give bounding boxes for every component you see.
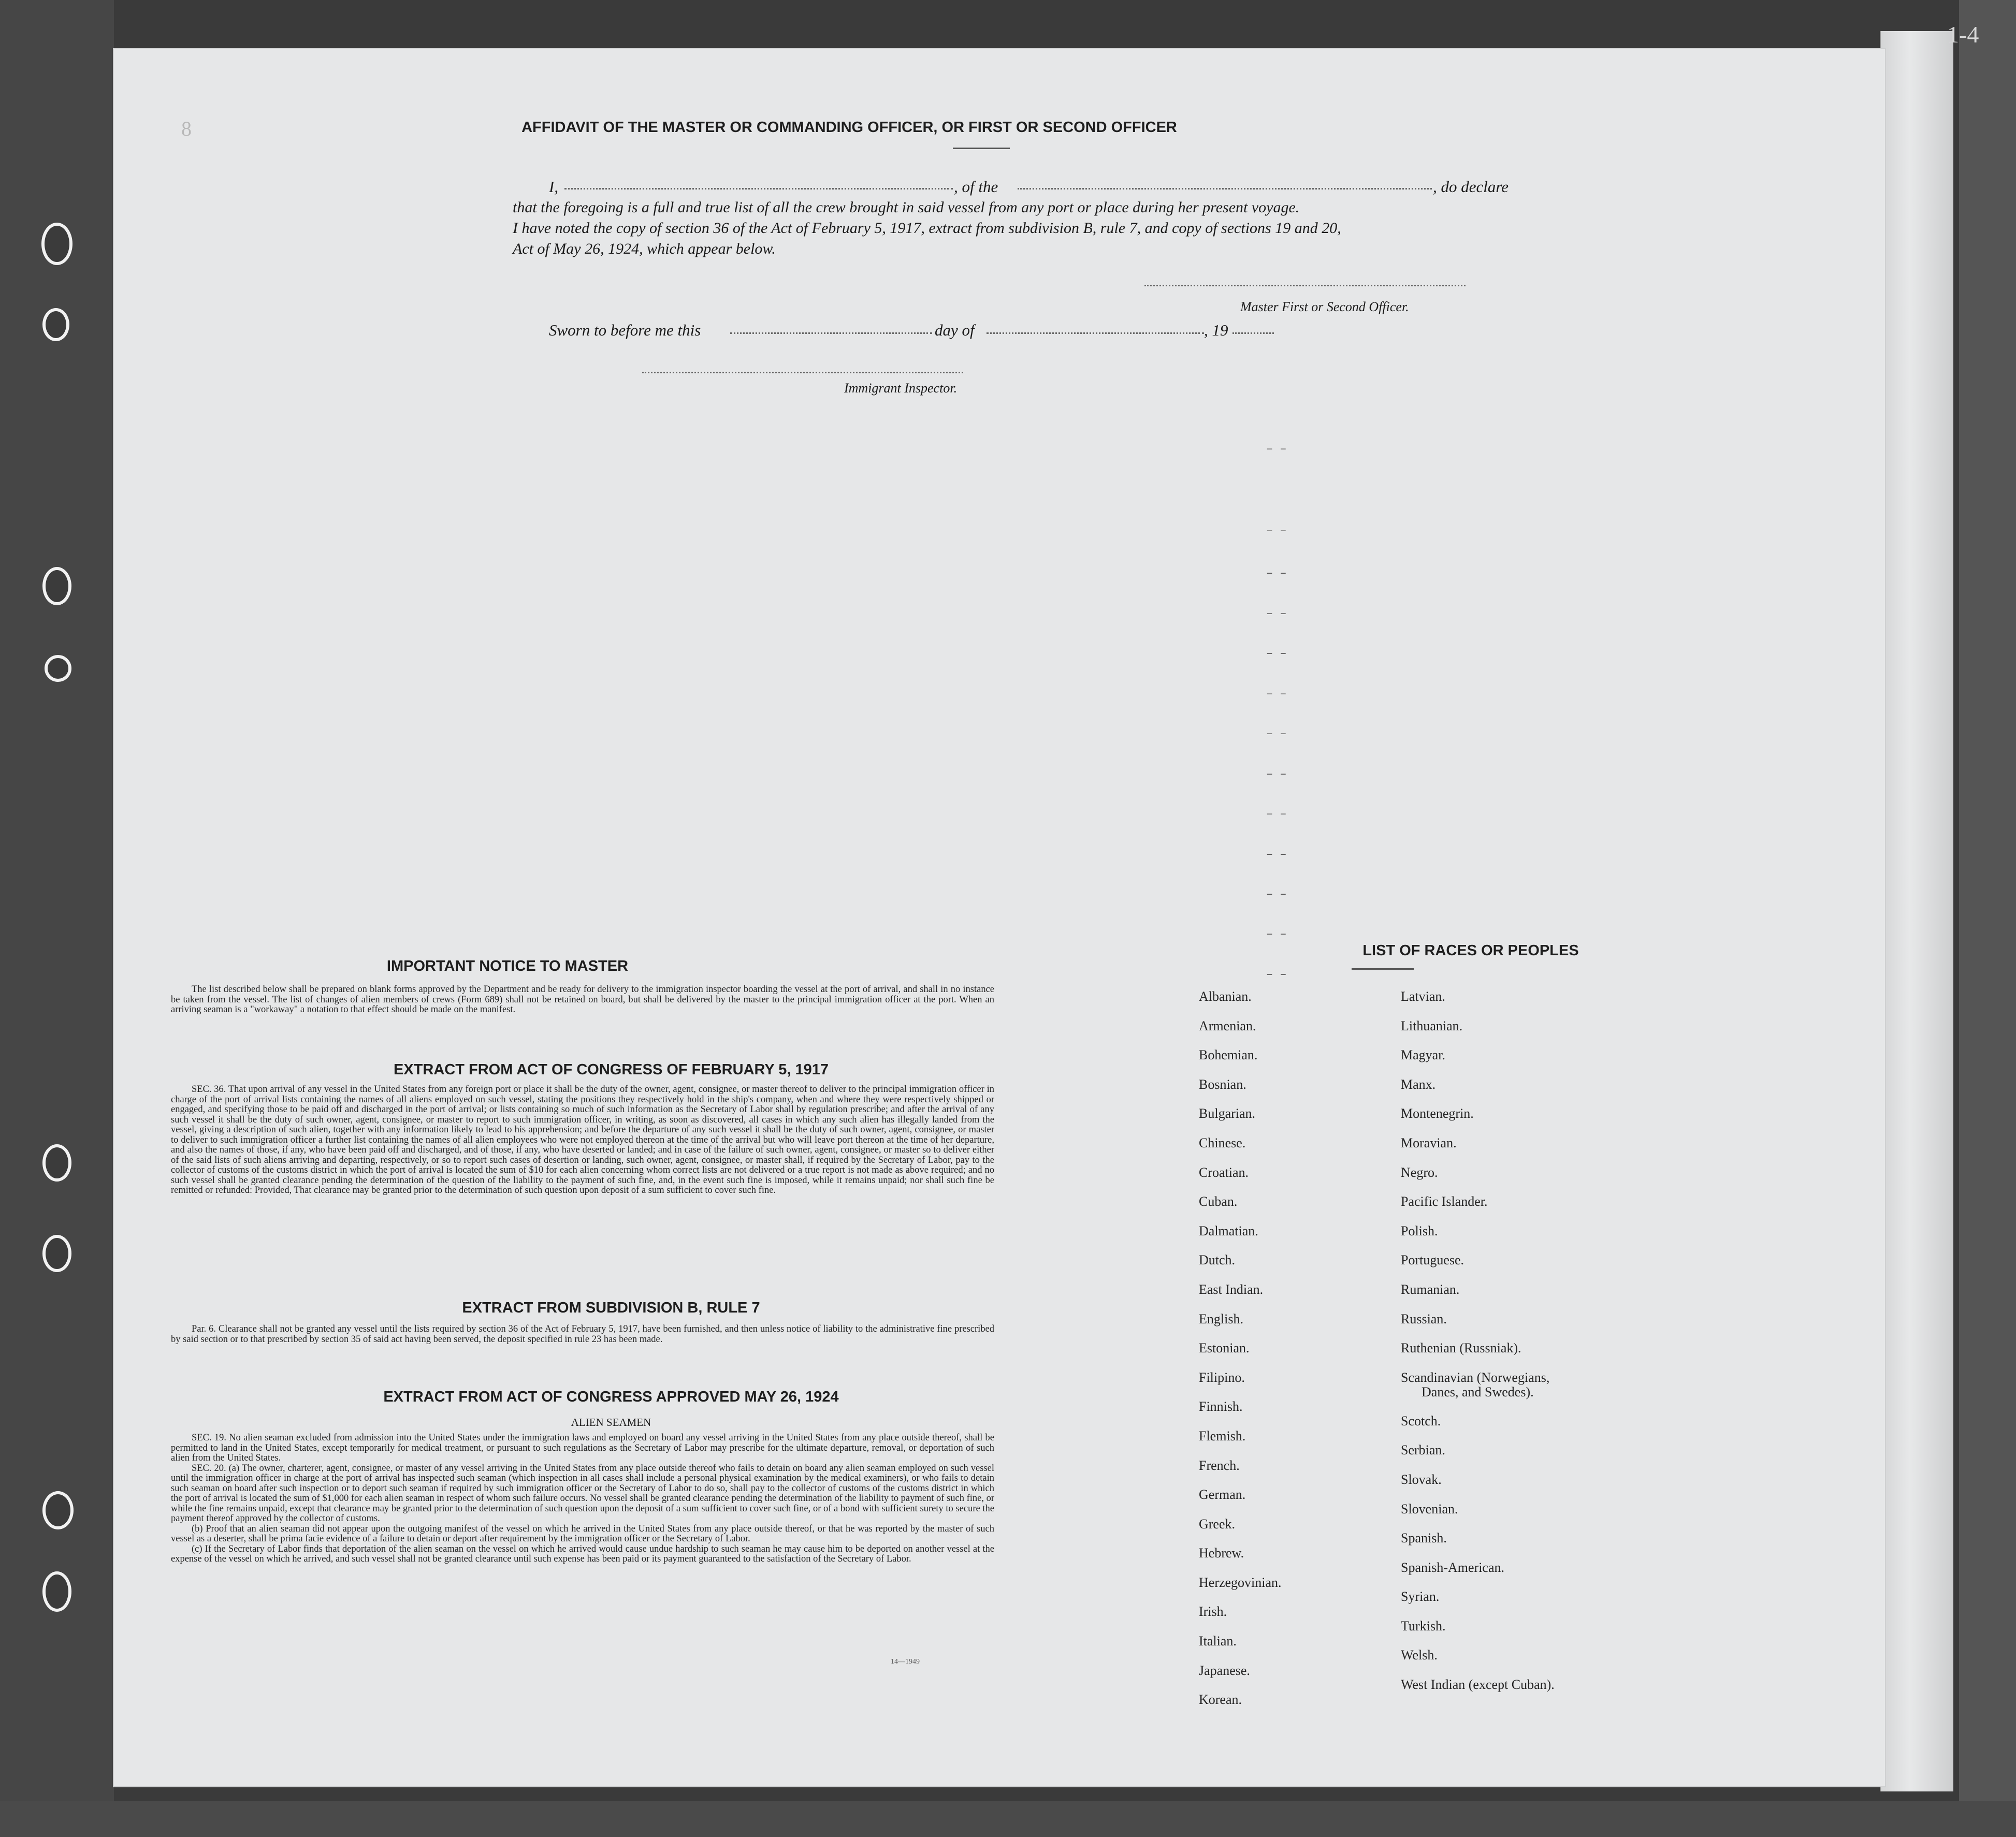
race-item: Greek.	[1199, 1516, 1236, 1532]
title-underline	[953, 148, 1010, 149]
master-signature-label: Master First or Second Officer.	[1240, 299, 1409, 314]
extract-1917-text	[171, 1085, 994, 1196]
race-item: Serbian.	[1401, 1442, 1445, 1458]
race-item: French.	[1199, 1457, 1240, 1473]
rule-7-title: EXTRACT FROM SUBDIVISION B, RULE 7	[462, 1300, 760, 1316]
sworn-day-field[interactable]	[730, 332, 932, 334]
affidavit-line-2: that the foregoing is a full and true list of all the crew brought in said vessel from any port or place during her present voyage.	[513, 199, 1300, 216]
race-item: Syrian.	[1401, 1589, 1440, 1605]
race-item: German.	[1199, 1487, 1246, 1503]
column-tick-mark: – –	[1266, 888, 1287, 901]
race-item: Bosnian.	[1199, 1076, 1246, 1092]
race-item: Welsh.	[1401, 1648, 1438, 1663]
race-item: Cuban.	[1199, 1194, 1238, 1209]
column-tick-mark: – –	[1266, 607, 1287, 620]
column-tick-mark: – –	[1266, 688, 1287, 701]
race-item: Herzegovinian.	[1199, 1574, 1282, 1590]
binder-ring-icon	[41, 223, 72, 265]
race-item: West Indian (except Cuban).	[1401, 1677, 1555, 1693]
column-tick-mark: – –	[1266, 768, 1287, 781]
race-item: Latvian.	[1401, 989, 1445, 1004]
races-left-column	[1199, 989, 1406, 1722]
races-title: LIST OF RACES OR PEOPLES	[1362, 942, 1579, 959]
race-item: Moravian.	[1401, 1135, 1457, 1150]
race-item: Scandinavian (Norwegians,	[1401, 1369, 1550, 1385]
race-item: East Indian.	[1199, 1281, 1264, 1297]
race-item: Rumanian.	[1401, 1281, 1460, 1297]
binder-ring-icon	[45, 655, 71, 682]
race-item: Dutch.	[1199, 1252, 1236, 1268]
sec-20b-paragraph: (b) Proof that an alien seaman did not appear upon the outgoing manifest of the vessel on which he arrived in the United States from any place outside thereof, or that he was reported by the master of such vessel as a deserter, shall be prima facie evidence of a failure to detain or deport after requirement by the immigration officer or the Secretary of Labor.	[171, 1523, 994, 1544]
race-item: Filipino.	[1199, 1369, 1245, 1385]
race-item: Negro.	[1401, 1164, 1438, 1180]
do-declare-label: , do declare	[1433, 178, 1509, 196]
binder-ring-icon	[42, 567, 71, 605]
column-tick-mark: – –	[1266, 567, 1287, 580]
notice-title: IMPORTANT NOTICE TO MASTER	[386, 958, 629, 974]
sec-19-paragraph: SEC. 19. No alien seaman excluded from admission into the United States under the immigration laws and employed on board any vessel arriving in the United States from any place outside thereof, shall be permitted to land in the United States, except temporarily for medical treatment, or pursuant to such regulations as the Secretary of Labor may prescribe for the ultimate departure, removal, or deportation of such alien from the United States.	[171, 1433, 994, 1463]
race-item: Portuguese.	[1401, 1252, 1464, 1268]
scan-background-bottom	[0, 1801, 2016, 1837]
inspector-signature-label: Immigrant Inspector.	[844, 381, 958, 396]
races-right-column	[1401, 989, 1712, 1707]
race-item: Bohemian.	[1199, 1047, 1258, 1063]
sec-20c-paragraph: (c) If the Secretary of Labor finds that deportation of the alien seaman on the vessel on which he arrived would cause undue hardship to such seaman he may cause him to be deported on another vessel at the expense of the vessel on which he arrived, and such vessel shall not be granted clearance until such expense has been paid or its payment guaranteed to the satisfaction of the Secretary of Labor.	[171, 1543, 994, 1564]
race-item: Flemish.	[1199, 1428, 1246, 1444]
affidavit-title: AFFIDAVIT OF THE MASTER OR COMMANDING OFFICER, OR FIRST OR SECOND OFFICER	[521, 119, 1177, 136]
affidavit-line-1	[549, 177, 1579, 197]
race-item: Slovenian.	[1401, 1501, 1458, 1517]
race-item: Ruthenian (Russniak).	[1401, 1340, 1521, 1356]
day-of-label: day of	[935, 321, 975, 339]
extract-1917-title: EXTRACT FROM ACT OF CONGRESS OF FEBRUARY 5, 1917	[393, 1061, 829, 1078]
underlying-page-edge	[1880, 31, 1953, 1791]
race-item: Russian.	[1401, 1311, 1447, 1326]
vessel-field[interactable]	[1018, 188, 1432, 189]
page-number: 1-4	[1947, 21, 1979, 48]
race-item: Albanian.	[1199, 989, 1252, 1004]
race-item: Montenegrin.	[1401, 1106, 1474, 1121]
race-item: Spanish-American.	[1401, 1559, 1505, 1575]
extract-1924-text	[171, 1433, 994, 1565]
race-item: Bulgarian.	[1199, 1106, 1256, 1121]
race-item: Italian.	[1199, 1634, 1237, 1649]
extract-1924-title: EXTRACT FROM ACT OF CONGRESS APPROVED MAY 26, 1924	[383, 1389, 839, 1405]
rule-7-text	[171, 1324, 994, 1345]
sworn-year-field[interactable]	[1232, 332, 1274, 334]
manifest-page	[114, 49, 1885, 1786]
race-item: Irish.	[1199, 1604, 1227, 1620]
race-item: Estonian.	[1199, 1340, 1250, 1356]
race-item: Armenian.	[1199, 1018, 1256, 1033]
column-tick-mark: – –	[1266, 808, 1287, 821]
alien-seamen-subtitle: ALIEN SEAMEN	[571, 1416, 651, 1428]
form-number: 14—1949	[891, 1658, 920, 1666]
race-item: Magyar.	[1401, 1047, 1445, 1063]
binder-ring-icon	[42, 1235, 71, 1272]
race-item: Chinese.	[1199, 1135, 1246, 1150]
column-tick-mark: – –	[1266, 524, 1287, 537]
sworn-label: Sworn to before me this	[549, 321, 701, 339]
name-field[interactable]	[564, 188, 953, 189]
race-item: Korean.	[1199, 1692, 1242, 1708]
race-item: Turkish.	[1401, 1618, 1446, 1634]
race-item: Dalmatian.	[1199, 1223, 1258, 1238]
binder-ring-icon	[42, 1571, 71, 1612]
column-tick-mark: – –	[1266, 727, 1287, 740]
affidavit-line-4: Act of May 26, 1924, which appear below.	[513, 240, 776, 257]
binder-ring-icon	[42, 308, 69, 341]
race-item: Danes, and Swedes).	[1422, 1384, 1534, 1399]
race-item: Scotch.	[1401, 1413, 1441, 1428]
notice-paragraph: The list described below shall be prepared on blank forms approved by the Department and be ready for delivery to the immigration inspector boarding the vessel at the port of arrival, and shall in no instance be taken from the vessel. The list of changes of alien members of crews (Form 689) shall not be retained on board, but shall be delivered by the master to the principal immigration officer at the port. When an arriving seaman is a "workaway" a notation to that effect should be made on the manifest.	[171, 984, 994, 1015]
race-item: Japanese.	[1199, 1663, 1250, 1678]
inspector-signature-field[interactable]	[642, 372, 963, 373]
column-tick-mark: – –	[1266, 928, 1287, 941]
sworn-month-field[interactable]	[987, 332, 1204, 334]
binder-ring-icon	[42, 1144, 71, 1182]
column-tick-mark: – –	[1266, 848, 1287, 861]
race-item: Finnish.	[1199, 1399, 1243, 1415]
races-title-underline	[1352, 968, 1414, 970]
master-signature-field[interactable]	[1144, 285, 1466, 286]
race-item: Slovak.	[1401, 1471, 1442, 1487]
scan-background-right	[1959, 0, 2016, 1837]
par-6-paragraph: Par. 6. Clearance shall not be granted any vessel until the lists required by section 36 of the Act of February 5, 1917, have been furnished, and then unless notice of liability to the administrative fine prescribed by said section or to that prescribed by section 35 of said act having been served, the deposit specified in rule 23 has been made.	[171, 1324, 994, 1345]
notice-text	[171, 985, 994, 1015]
race-item: Lithuanian.	[1401, 1018, 1463, 1033]
i-prefix: I,	[549, 178, 559, 196]
column-tick-mark: – –	[1266, 968, 1287, 981]
race-item: Hebrew.	[1199, 1546, 1244, 1561]
scan-background-left	[0, 0, 114, 1837]
race-item: Spanish.	[1401, 1530, 1447, 1546]
race-item: Manx.	[1401, 1076, 1436, 1092]
affidavit-line-3: I have noted the copy of section 36 of the Act of February 5, 1917, extract from subdivision B, rule 7, and copy of sections 19 and 20,	[513, 220, 1341, 237]
column-tick-mark: – –	[1266, 443, 1287, 456]
corner-mark: 8	[181, 117, 192, 140]
sec-36-paragraph: SEC. 36. That upon arrival of any vessel in the United States from any foreign port or place it shall be the duty of the owner, agent, consignee, or master thereof to deliver to the principal immigration officer in charge of the port of arrival lists containing the names of all aliens employed on such vessel, stating the positions they respectively hold in the ship's company, when and where they were respectively shipped or engaged, and specifying those to be paid off and discharged in the port of arrival; or lists containing so much of such information as the Secretary of Labor shall by regulation prescribe; and after the arrival of any such vessel it shall be the duty of such owner, agent, consignee, or master to report to such immigration officer, in writing, as soon as discovered, all cases in which any such alien has illegally landed from the vessel, giving a description of such alien, together with any information likely to lead to his apprehension; and before the departure of any such vessel it shall be the duty of such owner, agent, consignee, or master to deliver to such immigration officer a further list containing the names of all alien employees who were not employed thereon at the time of the arrival but who will leave port thereon at the time of her departure, and also the names of those, if any, who have been paid off and discharged, and of those, if any, who have deserted or landed; and in case of the failure of such owner, agent, consignee, or master so to deliver either of the said lists of such aliens arriving and departing, respectively, or so to report such cases of desertion or landing, such owner, agent, consignee, or master shall, if required by the Secretary of Labor, pay to the collector of customs of the customs district in which the port of arrival is located the sum of $10 for each alien concerning whom correct lists are not delivered or a true report is not made as above required; and no such vessel shall be granted clearance pending the determination of the question of the liability to the payment of such fine, and, in the event such fine is imposed, while it remains unpaid; nor shall such fine be remitted or refunded: Provided, That clearance may be granted prior to the determination of such question upon deposit of a sum sufficient to cover such fine.	[171, 1084, 994, 1195]
race-item: Pacific Islander.	[1401, 1194, 1488, 1209]
race-item: Polish.	[1401, 1223, 1438, 1238]
race-item: Croatian.	[1199, 1164, 1249, 1180]
race-item: English.	[1199, 1311, 1243, 1326]
year-label: , 19	[1204, 321, 1228, 339]
column-tick-mark: – –	[1266, 647, 1287, 660]
sec-20a-paragraph: SEC. 20. (a) The owner, charterer, agent, consignee, or master of any vessel arriving in the United States from any place outside thereof who fails to detain on board any alien seaman employed on such vessel until the immigration officer in charge at the port of arrival has inspected such seaman (which inspection in all cases shall include a personal physical examination by the medical examiners), or who fails to detain such seaman on board after such inspection or to deport such seaman if required by such immigration officer or the Secretary of Labor to do so, shall pay to the collector of customs of the customs district in which the port of arrival is located the sum of $1,000 for each alien seaman in respect of whom such failure occurs. No vessel shall be granted clearance pending the determination of the liability to payment of such fine, or while the fine remains unpaid, except that clearance may be granted prior to the determination of such question upon the deposit of a sum sufficient to cover such fine, or of a bond with sufficient surety to secure the payment thereof approved by the collector of customs.	[171, 1463, 994, 1524]
binder-ring-icon	[42, 1491, 74, 1529]
of-the-label: , of the	[954, 178, 998, 196]
